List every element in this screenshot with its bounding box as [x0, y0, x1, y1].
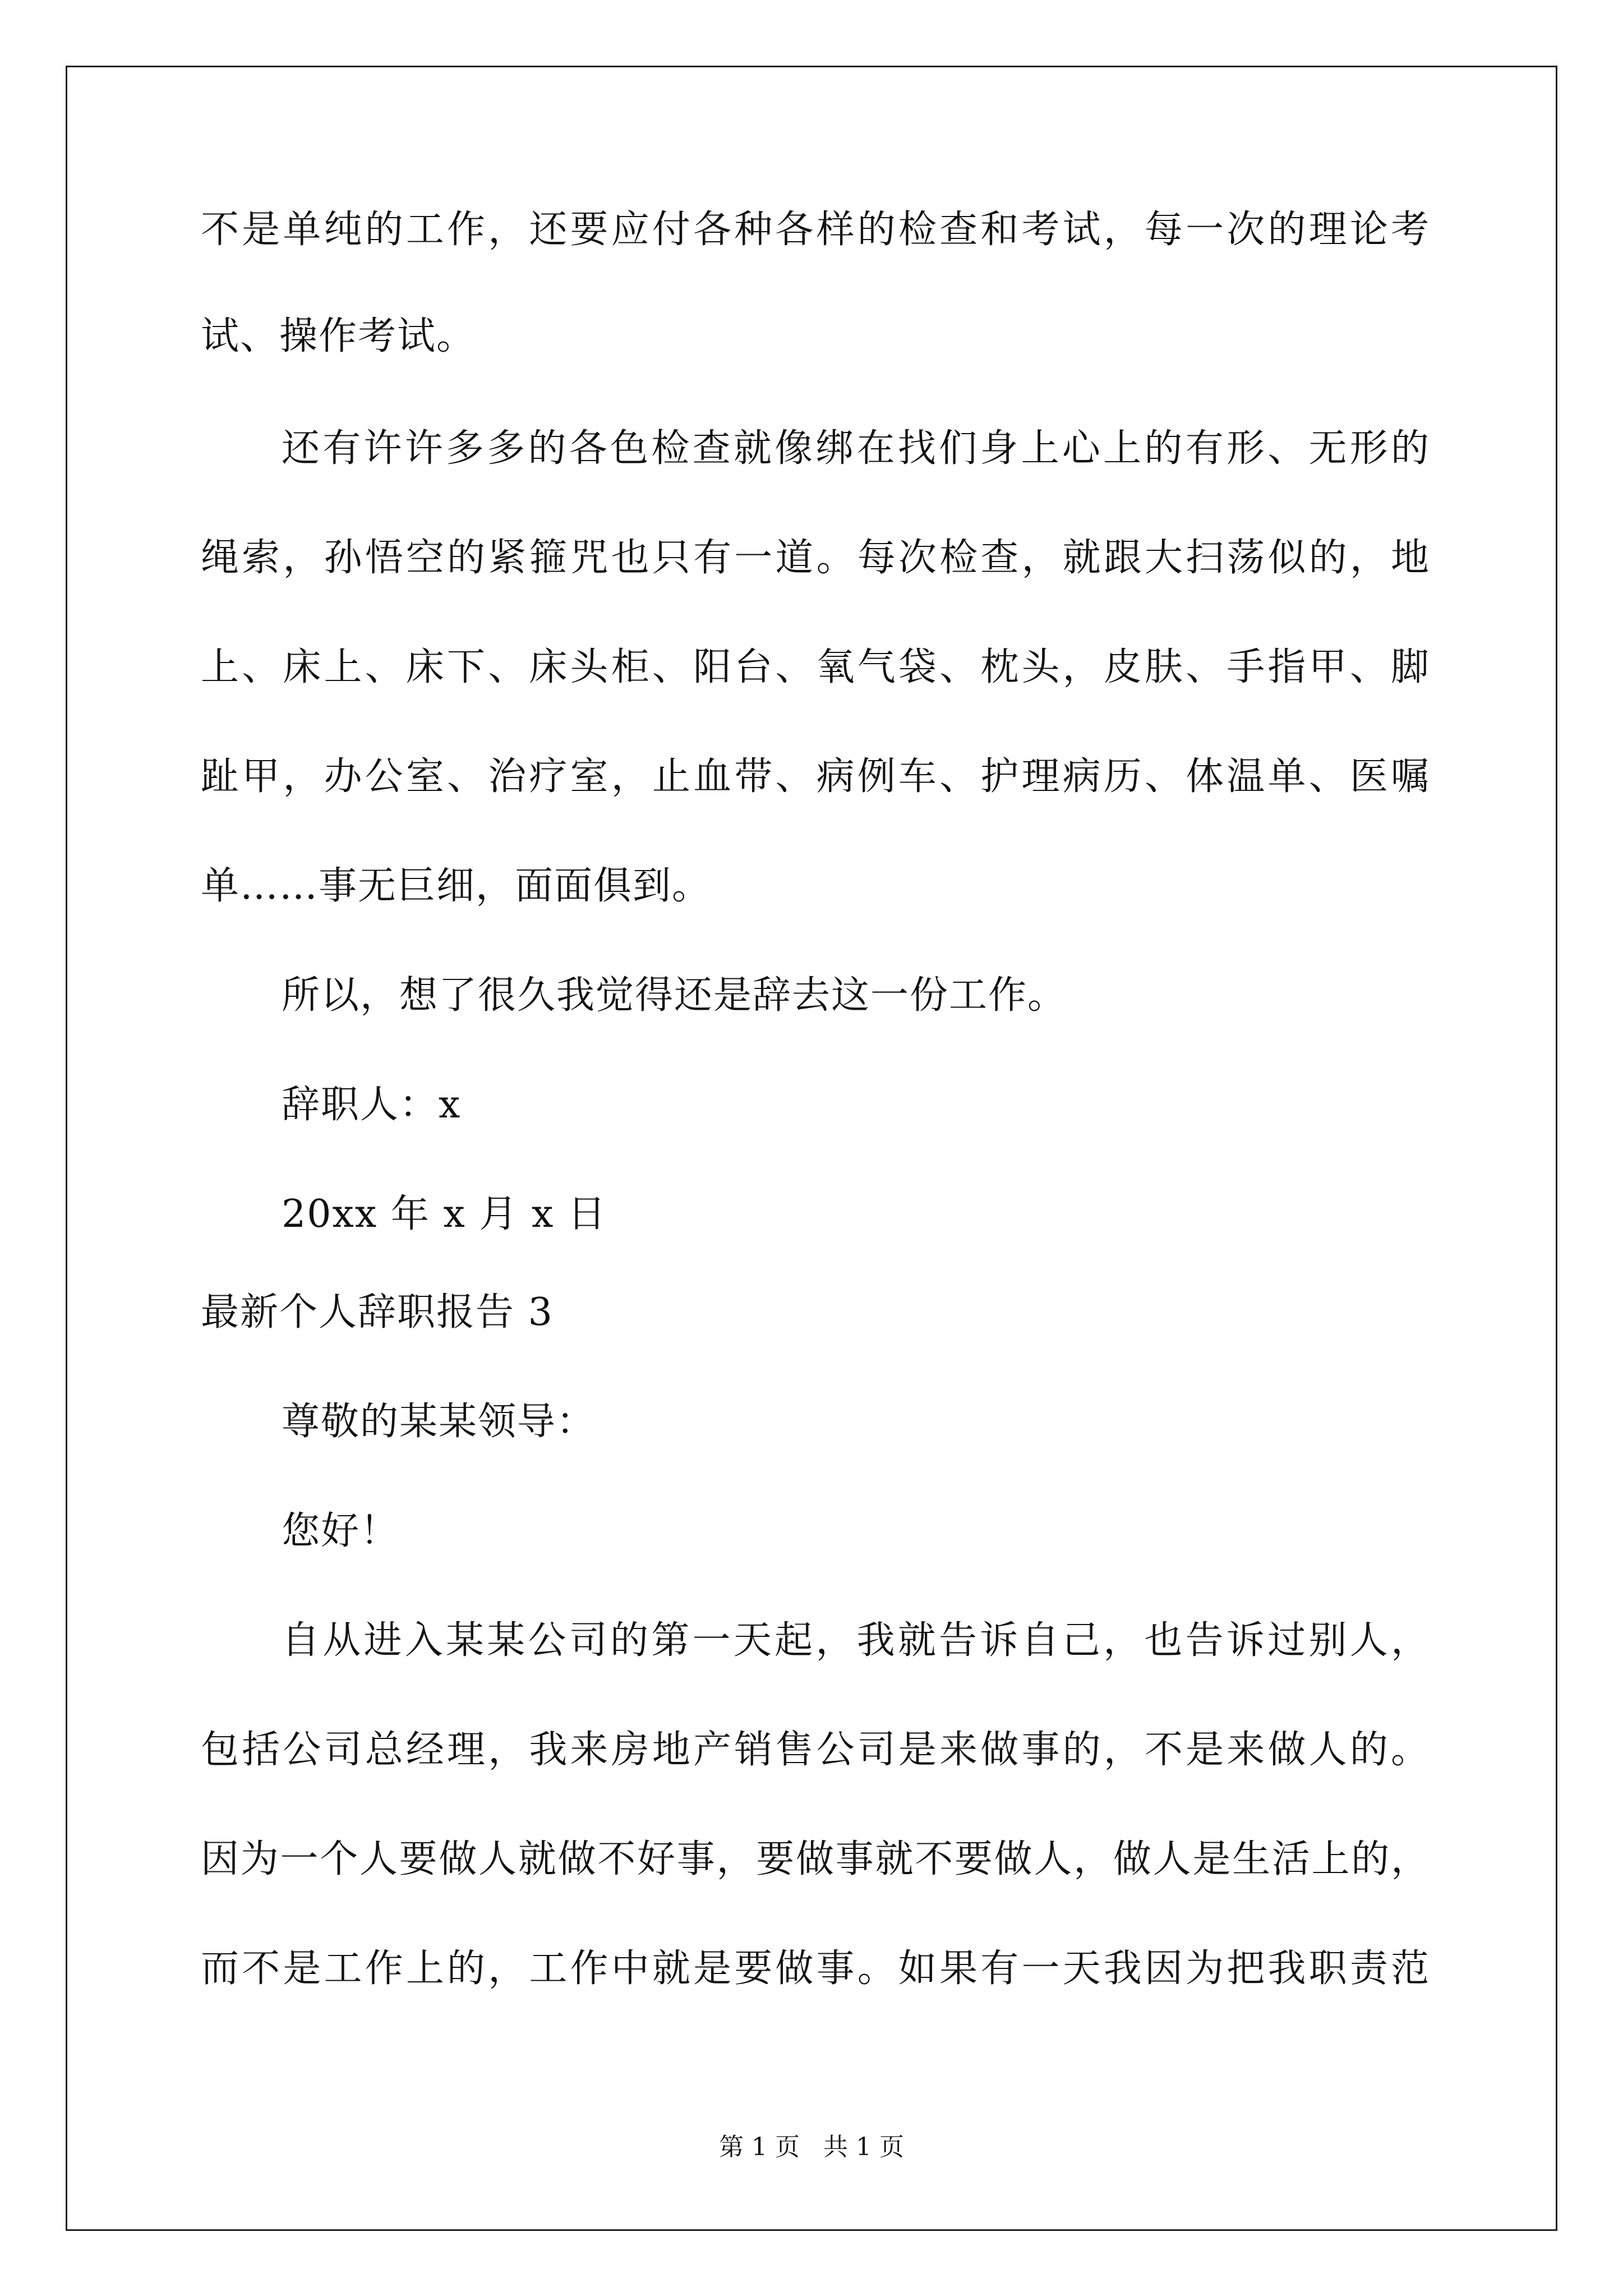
- text-line-6: 趾甲，办公室、治疗室，止血带、病例车、护理病历、体温单、医嘱: [201, 754, 1429, 799]
- text-line-14: 自从进入某某公司的第一天起，我就告诉自己，也告诉过别人，: [282, 1618, 1429, 1663]
- text-line-8: 所以，想了很久我觉得还是辞去这一份工作。: [282, 973, 1067, 1018]
- text-line-2: 试、操作考试。: [201, 314, 476, 358]
- greeting-line: 您好！: [282, 1509, 400, 1553]
- text-line-17: 而不是工作上的，工作中就是要做事。如果有一天我因为把我职责范: [201, 1947, 1429, 1991]
- page-footer: 第 1 页 共 1 页: [719, 2133, 904, 2161]
- text-line-7: 单……事无巨细，面面俱到。: [201, 864, 712, 908]
- salutation-line: 尊敬的某某领导：: [282, 1400, 596, 1444]
- text-line-15: 包括公司总经理，我来房地产销售公司是来做事的，不是来做人的。: [201, 1728, 1429, 1772]
- section-heading: 最新个人辞职报告 3: [201, 1290, 554, 1335]
- text-line-1: 不是单纯的工作，还要应付各种各样的检查和考试，每一次的理论考: [201, 208, 1429, 252]
- text-line-5: 上、床上、床下、床头柜、阳台、氧气袋、枕头，皮肤、手指甲、脚: [201, 645, 1429, 689]
- text-line-16: 因为一个人要做人就做不好事，要做事就不要做人，做人是生活上的，: [201, 1837, 1429, 1881]
- resigner-line: 辞职人：x: [282, 1083, 462, 1127]
- page-border: [66, 66, 1557, 2231]
- date-line: 20xx 年 x 月 x 日: [282, 1192, 607, 1236]
- text-line-4: 绳索，孙悟空的紧箍咒也只有一道。每次检查，就跟大扫荡似的，地: [201, 536, 1429, 580]
- text-line-3: 还有许许多多的各色检查就像绑在找们身上心上的有形、无形的: [282, 426, 1429, 471]
